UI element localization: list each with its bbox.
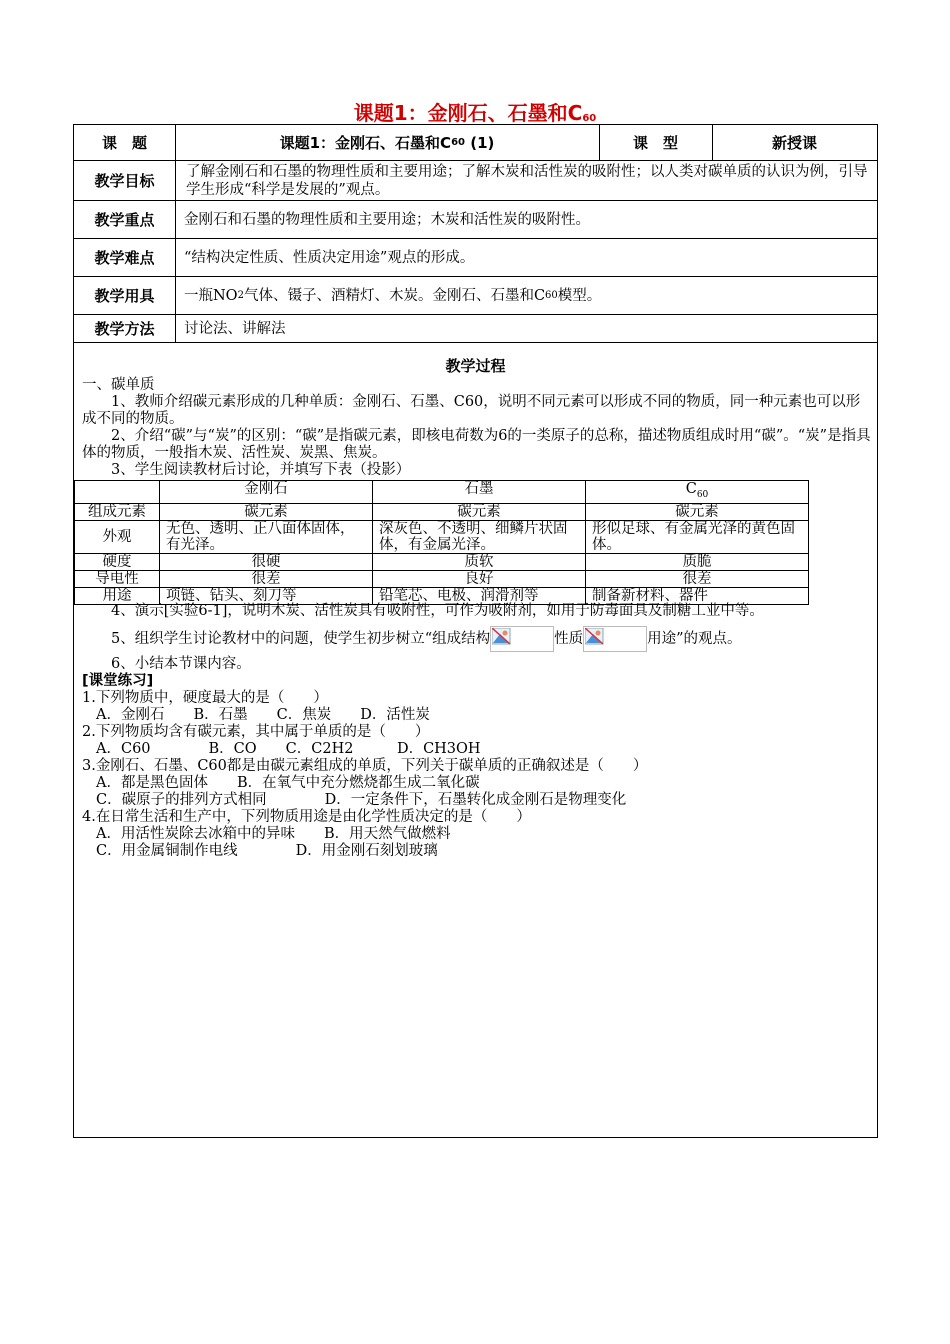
type-value: 新授课 — [771, 134, 817, 152]
row-content: 了解金刚石和石墨的物理性质和主要用途；了解木炭和活性炭的吸附性；以人类对碳单质的认识为例，引导学生形成“科学是发展的”观点。 — [186, 163, 868, 198]
table-cell: 石墨 — [373, 481, 586, 504]
table-cell: 铅笔芯、电极、润滑剂等 — [373, 587, 586, 604]
paragraph: 3、学生阅读教材后讨论，并填写下表（投影） — [111, 462, 411, 478]
table-cell: 组成元素 — [75, 503, 160, 520]
question-options: A．用活性炭除去冰箱中的异味 B．用天然气做燃料 — [96, 826, 451, 842]
question-options: A．都是黑色固体 B．在氧气中充分燃烧都生成二氧化碳 — [96, 775, 480, 791]
row-content: 讨论法、讲解法 — [184, 320, 286, 337]
table-row — [75, 570, 809, 587]
row-label: 教学难点 — [74, 239, 176, 276]
row-key-points — [74, 201, 877, 239]
table-cell: 很差 — [160, 570, 373, 587]
row-label: 教学目标 — [74, 161, 176, 200]
row-methods — [74, 315, 877, 343]
question: 4.在日常生活和生产中，下列物质用途是由化学性质决定的是（ ） — [82, 809, 531, 825]
question: 1.下列物质中，硬度最大的是（ ） — [82, 690, 328, 706]
paragraph: 6、小结本节课内容。 — [111, 656, 251, 672]
table-cell: 形似足球、有金属光泽的黄色固体。 — [586, 520, 809, 553]
topic-label: 课 题 — [74, 125, 176, 160]
row-content: 金刚石和石墨的物理性质和主要用途；木炭和活性炭的吸附性。 — [184, 211, 590, 228]
question-options: A．金刚石 B．石墨 C．焦炭 D．活性炭 — [96, 707, 430, 723]
table-row — [75, 520, 809, 553]
table-cell: 外观 — [75, 520, 160, 553]
process-body-continued — [82, 603, 872, 860]
paragraph: 1、教师介绍碳元素形成的几种单质：金刚石、石墨、C60，说明不同元素可以形成不同的物质，同一种元素也可以形成不同的物质。 — [82, 394, 861, 427]
table-cell: 深灰色、不透明、细鳞片状固体，有金属光泽。 — [373, 520, 586, 553]
table-cell: 良好 — [373, 570, 586, 587]
row-label: 教学用具 — [74, 277, 176, 314]
carbon-comparison-table — [74, 480, 809, 605]
table-cell: 质脆 — [586, 553, 809, 570]
table-cell: $C_{60}$ — [586, 481, 809, 504]
question: 3.金刚石、石墨、C60都是由碳元素组成的单质，下列关于碳单质的正确叙述是（ ） — [82, 758, 648, 774]
table-cell: 用途 — [75, 587, 160, 604]
process-title: 教学过程 — [445, 357, 506, 375]
row-tools — [74, 277, 877, 315]
table-cell: 制备新材料、器件 — [586, 587, 809, 604]
exercise-title: [课堂练习] — [82, 673, 154, 689]
table-cell: 项链、钻头、刻刀等 — [160, 587, 373, 604]
arrow-image-placeholder-icon — [583, 626, 647, 652]
table-header-row — [75, 481, 809, 504]
arrow-image-placeholder-icon — [490, 626, 554, 652]
topic-value: 课题1：金刚石、石墨和C 60 (1) — [175, 125, 600, 160]
row-goals — [74, 161, 877, 201]
table-row — [75, 553, 809, 570]
table-cell: 碳元素 — [586, 503, 809, 520]
question-options: A．C60 B．CO C．C2H2 D．CH3OH — [96, 741, 481, 757]
row-difficulties — [74, 239, 877, 277]
table-cell: 硬度 — [75, 553, 160, 570]
paragraph: 2、介绍“碳”与“炭”的区别：“碳”是指碳元素，即核电荷数为6的一类原子的总称，描述物质组成时用“碳”。“炭”是指具体的物质，一般指木炭、活性炭、炭黑、焦炭。 — [82, 428, 871, 461]
paragraph: 4、演示[实验6-1]，说明木炭、活性炭具有吸附性，可作为吸附剂，如用于防毒面具及制糖工业中等。 — [111, 603, 764, 619]
paragraph: 5、组织学生讨论教材中的问题，使学生初步树立“组成结构 性质 用途”的观点。 — [82, 626, 872, 652]
row-content: 一瓶NO 2 气体、镊子、酒精灯、木炭。金刚石、石墨和C 60 模型。 — [184, 287, 602, 304]
row-label: 教学方法 — [74, 315, 176, 342]
table-cell: 碳元素 — [373, 503, 586, 520]
table-cell: 碳元素 — [160, 503, 373, 520]
page-title: 课题1：金刚石、石墨和$C_{60}$ — [353, 101, 597, 125]
type-label: 课 型 — [599, 125, 713, 160]
question-options: C．用金属铜制作电线 D．用金刚石刻划玻璃 — [96, 843, 438, 859]
header-row — [74, 125, 877, 161]
table-row — [75, 503, 809, 520]
table-cell: 金刚石 — [160, 481, 373, 504]
table-cell — [75, 481, 160, 504]
process-body — [82, 377, 872, 479]
question: 2.下列物质均含有碳元素，其中属于单质的是（ ） — [82, 724, 430, 740]
table-cell: 导电性 — [75, 570, 160, 587]
section-heading: 一、碳单质 — [82, 377, 155, 393]
table-cell: 很硬 — [160, 553, 373, 570]
lesson-plan-table — [73, 124, 878, 1138]
table-row — [75, 587, 809, 604]
table-cell: 无色、透明、正八面体固体， 有光泽。 — [160, 520, 373, 553]
row-label: 教学重点 — [74, 201, 176, 238]
table-cell: 很差 — [586, 570, 809, 587]
row-content: “结构决定性质、性质决定用途”观点的形成。 — [184, 249, 475, 266]
question-options: C．碳原子的排列方式相同 D．一定条件下，石墨转化成金刚石是物理变化 — [96, 792, 627, 808]
table-cell: 质软 — [373, 553, 586, 570]
